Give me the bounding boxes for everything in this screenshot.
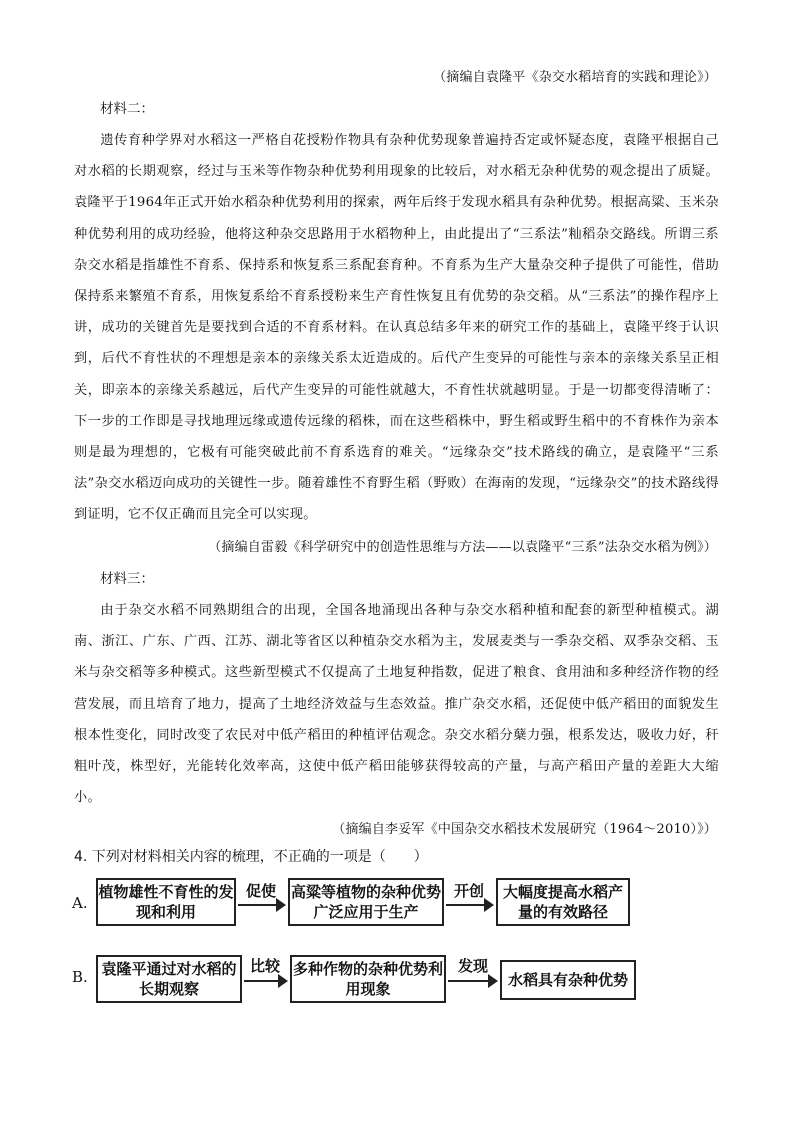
option-b-box-3: 水稻具有杂种优势 <box>500 960 636 1000</box>
option-a-arrow-2 <box>446 904 492 906</box>
source-citation-2: （摘编自雷毅《科学研究中的创造性思维与方法——以袁隆平“三系”法杂交水稻为例》） <box>208 540 717 555</box>
option-b-box-2: 多种作物的杂种优势利用现象 <box>290 955 446 1003</box>
option-b-arrow-2 <box>448 980 496 982</box>
option-b-arrow-1-label: 比较 <box>250 957 281 975</box>
option-a-arrow-1-label: 促使 <box>246 882 277 900</box>
material-2-paragraph: 遗传育种学界对水稻这一严格自花授粉作物具有杂种优势现象普遍持否定或怀疑态度，袁隆平根据自己对水稻的长期观察，经过与玉米等作物杂种优势利用现象的比较后，对水稻无杂种优势的观念提出了质疑。袁隆平于1964年正式开始水稻杂种优势利用的探索，两年后终于发现水稻具有杂种优势。根据高粱、玉米杂种优势利用的成功经验，他将这种杂交思路用于水稻物种上，由此提出了“三系法”籼稻杂交路线。所谓三系杂交水稻是指雄性不育系、保持系和恢复系三系配套育种。不育系为生产大量杂交种子提供了可能性，借助保持系来繁殖不育系，用恢复系给不育系授粉来生产育性恢复且有优势的杂交稻。从“三系法”的操作程序上讲，成功的关键首先是要找到合适的不育系材料。在认真总结多年来的研究工作的基础上，袁隆平终于认识到，后代不育性状的不理想是亲本的亲缘关系太近造成的。后代产生变异的可能性与亲本的亲缘关系呈正相关，即亲本的亲缘关系越远，后代产生变异的可能性就越大，不育性状就越明显。于是一切都变得清晰了：下一步的工作即是寻找地理远缘或遗传远缘的稻株，而在这些稻株中，野生稻或野生稻中的不育株作为亲本则是最为理想的，它极有可能突破此前不育系选育的难关。“远缘杂交”技术路线的确立，是袁隆平“三系法”杂交水稻迈向成功的关键性一步。随着雄性不育野生稻（野败）在海南的发现，“远缘杂交”的技术路线得到证明，它不仅正确而且完全可以实现。 <box>74 133 719 523</box>
option-b-arrow-2-label: 发现 <box>458 957 489 975</box>
option-b-arrow-1 <box>244 980 286 982</box>
option-b-box-1: 袁隆平通过对水稻的长期观察 <box>96 955 242 1003</box>
option-a-box-3: 大幅度提高水稻产量的有效路径 <box>496 878 630 926</box>
source-citation-3: （摘编自李妥军《中国杂交水稻技术发展研究（1964～2010）》） <box>332 822 717 837</box>
option-a-letter[interactable]: A. <box>72 894 88 912</box>
question-4: 4. 下列对材料相关内容的梳理，不正确的一项是（ ） <box>74 849 428 865</box>
option-a-box-2: 高粱等植物的杂种优势广泛应用于生产 <box>288 878 444 926</box>
option-b-letter[interactable]: B. <box>72 968 88 986</box>
option-a-arrow-1 <box>238 904 284 906</box>
material-2-label: 材料二： <box>100 101 154 117</box>
option-a-arrow-2-label: 开创 <box>454 882 485 900</box>
source-citation-1: （摘编自袁隆平《杂交水稻培育的实践和理论》） <box>433 70 717 85</box>
material-3-label: 材料三： <box>100 571 154 587</box>
option-a-box-1: 植物雄性不育性的发现和利用 <box>96 878 236 926</box>
material-3-paragraph: 由于杂交水稻不同熟期组合的出现，全国各地涌现出各种与杂交水稻种植和配套的新型种植模式。湖南、浙江、广东、广西、江苏、湖北等省区以种植杂交水稻为主，发展麦类与一季杂交稻、双季杂交稻、玉米与杂交稻等多种模式。这些新型模式不仅提高了土地复种指数，促进了粮食、食用油和多种经济作物的经营发展，而且培育了地力，提高了土地经济效益与生态效益。推广杂交水稻，还促使中低产稻田的面貌发生根本性变化，同时改变了农民对中低产稻田的种植评估观念。杂交水稻分蘖力强，根系发达，吸收力好，秆粗叶茂，株型好，光能转化效率高，这使中低产稻田能够获得较高的产量，与高产稻田产量的差距大大缩小。 <box>74 603 719 806</box>
